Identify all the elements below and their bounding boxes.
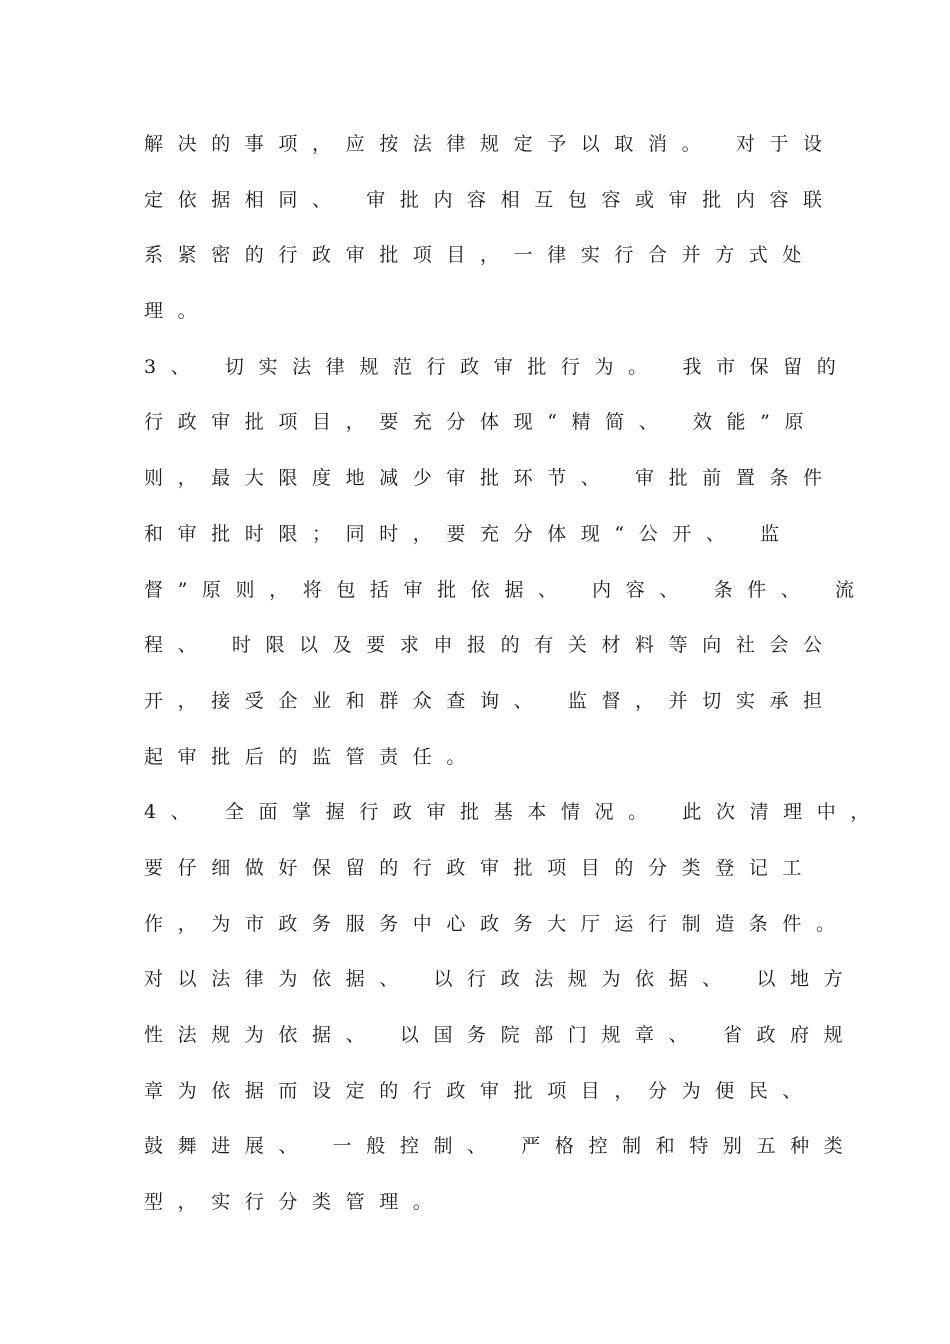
text-line: 性法规为依据、 以国务院部门规章、 省政府规 [144, 1024, 858, 1046]
text-line: 行政审批项目，要充分体现“精简、 效能”原 [144, 411, 819, 434]
text-line: 理。 [144, 300, 212, 323]
text-line: 解决的事项，应按法律规定予以取消。 对于设 [144, 133, 837, 155]
text-line: 要仔细做好保留的行政审批项目的分类登记工 [144, 856, 817, 879]
text-line: 开，接受企业和群众查询、 监督，并切实承担 [144, 689, 837, 712]
text-line: 和审批时限；同时，要充分体现“公开、 监 [144, 522, 794, 545]
text-line: 定依据相同、 审批内容相互包容或审批内容联 [144, 188, 837, 211]
text-line: 3、 切实法律规范行政审批行为。 我市保留的 [144, 355, 851, 378]
document-body [144, 126, 884, 1240]
text-line: 督”原则，将包括审批依据、 内容、 条件、 流 [144, 578, 869, 601]
text-line: 起审批后的监管责任。 [144, 745, 481, 768]
text-line: 4、 全面掌握行政审批基本情况。 此次清理中， [144, 801, 884, 824]
text-line: 章为依据而设定的行政审批项目，分为便民、 [144, 1079, 817, 1102]
text-line: 作，为市政务服务中心政务大厅运行制造条件。 [144, 912, 850, 935]
text-line: 鼓舞进展、 一般控制、 严格控制和特别五种类 [144, 1135, 858, 1158]
text-line: 型，实行分类管理。 [144, 1191, 447, 1214]
text-line: 程、 时限以及要求申报的有关材料等向社会公 [144, 634, 837, 657]
text-line: 对以法律为依据、 以行政法规为依据、 以地方 [144, 968, 858, 991]
text-line: 则，最大限度地减少审批环节、 审批前置条件 [144, 467, 837, 490]
text-line: 系紧密的行政审批项目，一律实行合并方式处 [144, 244, 817, 267]
